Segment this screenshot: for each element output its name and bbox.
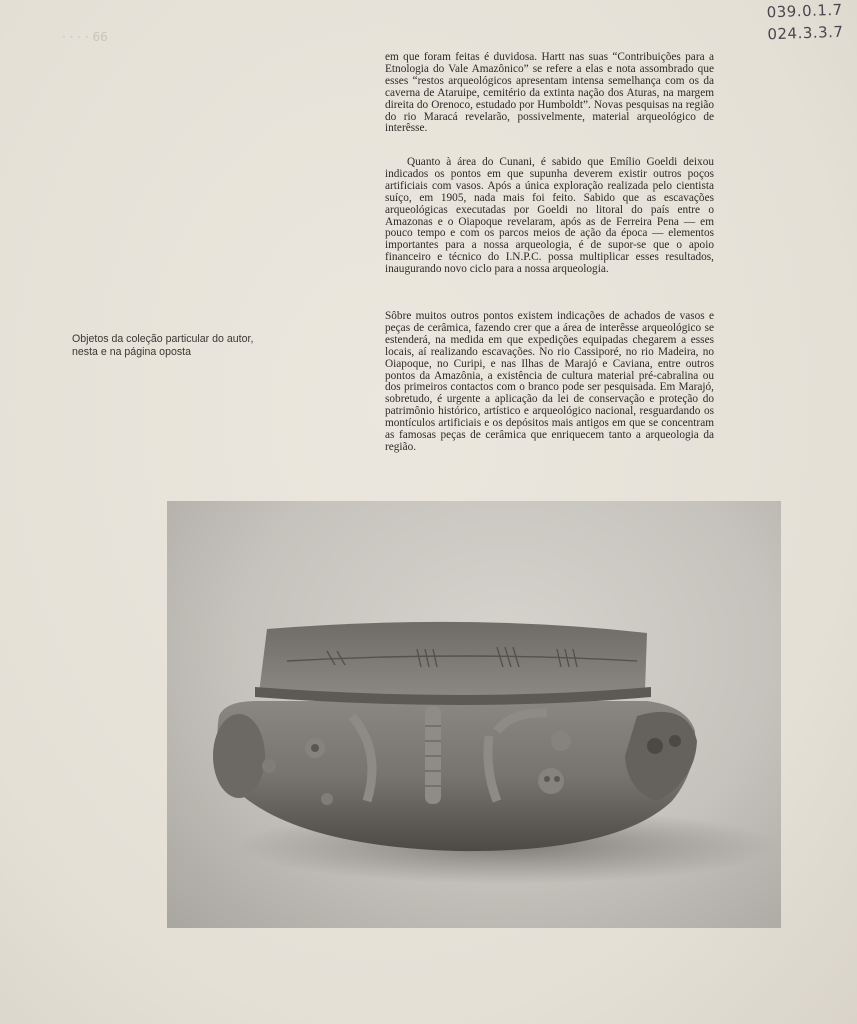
photograph-ceramic-vessel — [167, 501, 781, 928]
reference-number: 024.3.3.7 — [767, 22, 844, 44]
faint-mark: · · · · 66 — [62, 30, 108, 44]
ceramic-vessel-illustration — [167, 501, 781, 928]
reference-numbers — [766, 0, 844, 45]
photo-caption: Objetos da coleção particular do autor, nesta e na página oposta — [72, 333, 254, 358]
paragraph: Quanto à área do Cunani, é sabido que Emílio Goeldi deixou indicados os pontos em que supunha deverem existir outros poços artificiais com vasos. Após a única exploração realizada pelo cientista suíço, em 1905, nada mais foi feito. Sabido que as escavações arqueológicas executadas por Goeldi no litoral do país entre o Amazonas e o Oiapoque revelaram, após as de Ferreira Pena — em pouco tempo e com os parcos meios de ação da época — elementos importantes para a nossa arqueologia, é de supor-se que o apoio financeiro e técnico do I.N.P.C. possa multiplicar esses resultados, inaugurando novo ciclo para a nossa arqueologia. — [385, 156, 714, 276]
reference-number: 039.0.1.7 — [766, 0, 843, 22]
paragraph: Sôbre muitos outros pontos existem indicações de achados de vasos e peças de cerâmica, fazendo crer que a área de interêsse arqueológico se estenderá, na medida em que expedições equipadas chegarem a esses locais, aí realizando escavações. No rio Cassiporé, no rio Madeira, no Oiapoque, no Curipi, e nas Ilhas de Marajó e Caviana, entre outros pontos da Amazônia, a existência de cultura material pré-cabralina ou dos primeiros contactos com o branco pode ser pesquisada. Em Marajó, sobretudo, é urgente a aplicação da lei de conservação e proteção do patrimônio histórico, artístico e arqueológico nacional, resguardando os montículos artificiais e os depósitos mais antigos em que se concentram as famosas peças de cerâmica que enriquecem tanto a arqueologia da região. — [385, 310, 714, 453]
paragraph: em que foram feitas é duvidosa. Hartt nas suas “Contribuições para a Etnologia do Vale Amazônico” se refere a elas e nota assombrado que esses “restos arqueológicos apresentam intensa semelhança com os da caverna de Ataruipe, cemitério da extinta nação dos Aturas, na margem direita do Orenoco, estudado por Humboldt”. Novas pesquisas na região do rio Maracá revelarão, possivelmente, material arqueológico de interêsse. — [385, 51, 714, 135]
